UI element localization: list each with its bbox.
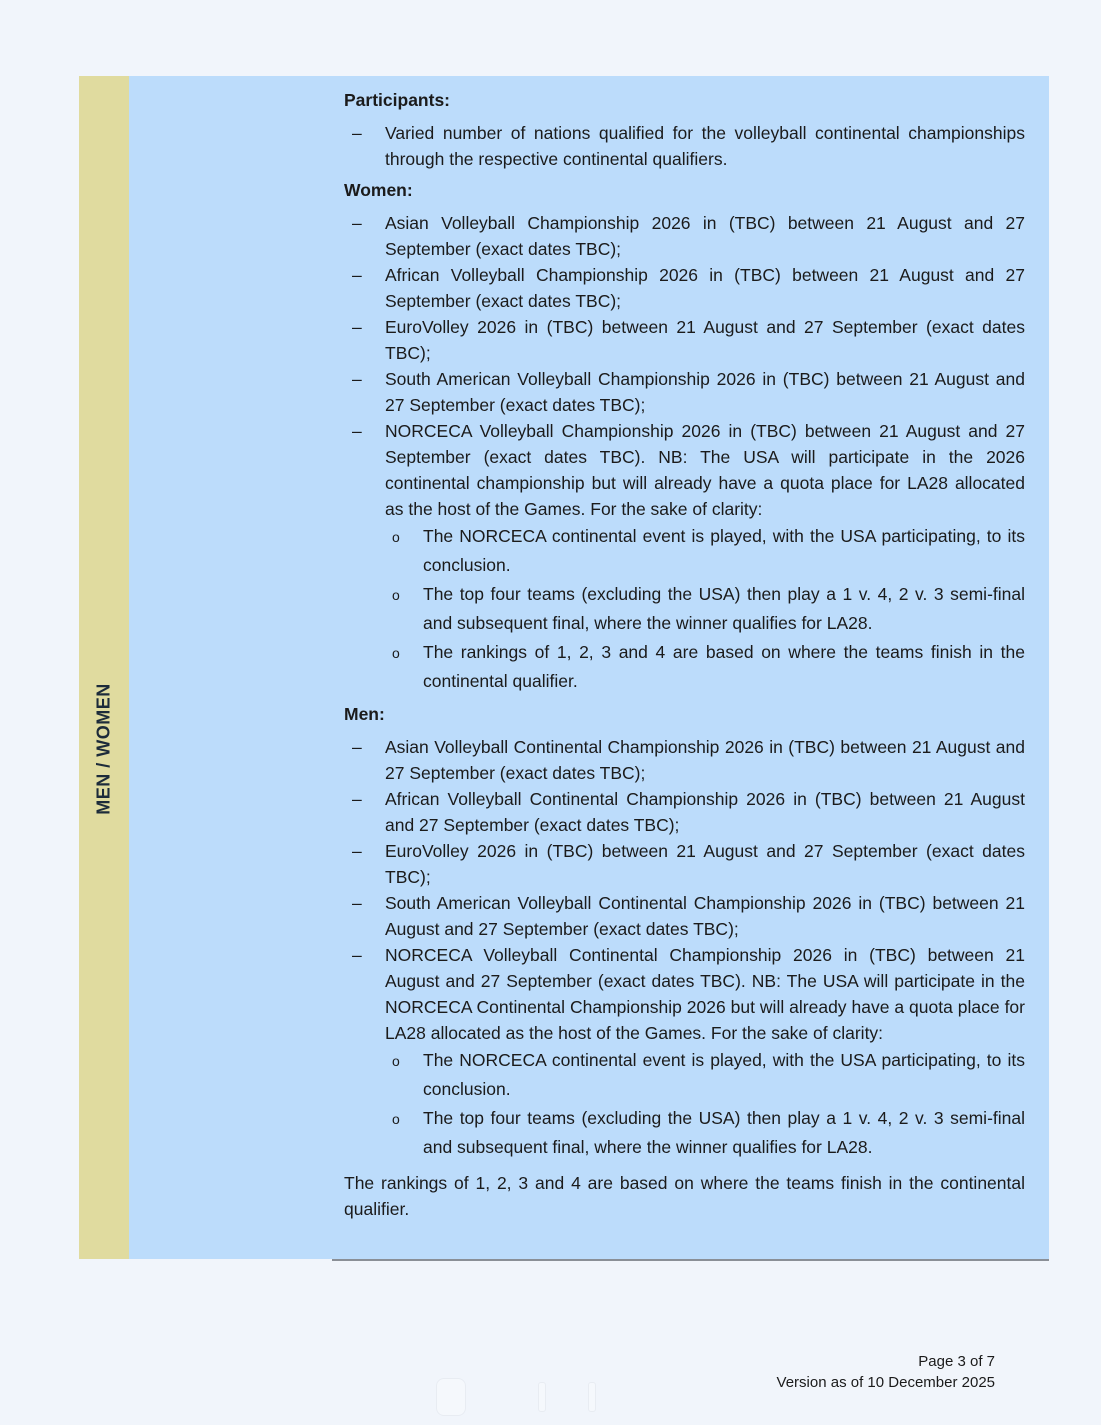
list-item-text: NORCECA Volleyball Championship 2026 in (TBC) between 21 August and 27 September (exact dates TBC). NB: The USA will participate in the 2026 continental championship but will already have a quota place for LA28 allocated as the host of the Games. For the sake of clarity: [385, 421, 1025, 519]
version-date: Version as of 10 December 2025 [776, 1374, 995, 1391]
men-heading: Men: [344, 704, 385, 724]
sub-list-item: o The NORCECA continental event is played, with the USA participating, to its conclusion. [385, 1046, 1025, 1104]
sub-list-item: o The top four teams (excluding the USA) then play a 1 v. 4, 2 v. 3 semi-final and subsequent final, where the winner qualifies for LA28. [385, 1104, 1025, 1162]
men-list [344, 734, 1025, 1162]
sub-list-item: o The top four teams (excluding the USA) then play a 1 v. 4, 2 v. 3 semi-final and subsequent final, where the winner qualifies for LA28. [385, 580, 1025, 638]
table-bottom-border [332, 1259, 1049, 1261]
list-item: – African Volleyball Continental Championship 2026 in (TBC) between 21 August and 27 September (exact dates TBC); [344, 786, 1025, 838]
page-footer [777, 1351, 995, 1393]
women-heading: Women: [344, 180, 413, 200]
sub-list-item: o The NORCECA continental event is played, with the USA participating, to its conclusion. [385, 522, 1025, 580]
participants-list [344, 120, 1025, 172]
category-band [79, 76, 129, 1259]
list-item-norceca [344, 942, 1025, 1162]
list-item: – African Volleyball Championship 2026 in (TBC) between 21 August and 27 September (exact dates TBC); [344, 262, 1025, 314]
participants-heading: Participants: [344, 90, 450, 110]
page-scroll-indicator[interactable] [436, 1378, 666, 1414]
women-list [344, 210, 1025, 696]
page-number: Page 3 of 7 [918, 1353, 995, 1370]
list-item-norceca [344, 418, 1025, 696]
list-item: – EuroVolley 2026 in (TBC) between 21 August and 27 September (exact dates TBC); [344, 314, 1025, 366]
men-sub-list [385, 1046, 1025, 1162]
qualification-table [79, 76, 1049, 1259]
list-item-text: NORCECA Volleyball Continental Championship 2026 in (TBC) between 21 August and 27 September (exact dates TBC). NB: The USA will participate in the NORCECA Continental Championship 2026 but will already have a quota place for LA28 allocated as the host of the Games. For the sake of clarity: [385, 945, 1025, 1043]
women-sub-list [385, 522, 1025, 696]
list-item: – South American Volleyball Championship 2026 in (TBC) between 21 August and 27 September (exact dates TBC); [344, 366, 1025, 418]
scroll-handle[interactable] [436, 1378, 466, 1416]
sub-list-item: o The rankings of 1, 2, 3 and 4 are based on where the teams finish in the continental qualifier. [385, 638, 1025, 696]
list-item: – EuroVolley 2026 in (TBC) between 21 August and 27 September (exact dates TBC); [344, 838, 1025, 890]
list-item: – Varied number of nations qualified for the volleyball continental championships through the respective continental qualifiers. [344, 120, 1025, 172]
scroll-tick [538, 1382, 546, 1412]
list-item: – South American Volleyball Continental Championship 2026 in (TBC) between 21 August and 27 September (exact dates TBC); [344, 890, 1025, 942]
qualification-content [344, 88, 1025, 1222]
category-label: MEN / WOMEN [93, 683, 114, 815]
closing-paragraph: The rankings of 1, 2, 3 and 4 are based on where the teams finish in the continental qualifier. [344, 1173, 1025, 1219]
list-item: – Asian Volleyball Championship 2026 in (TBC) between 21 August and 27 September (exact dates TBC); [344, 210, 1025, 262]
list-item: – Asian Volleyball Continental Championship 2026 in (TBC) between 21 August and 27 September (exact dates TBC); [344, 734, 1025, 786]
scroll-tick [588, 1382, 596, 1412]
